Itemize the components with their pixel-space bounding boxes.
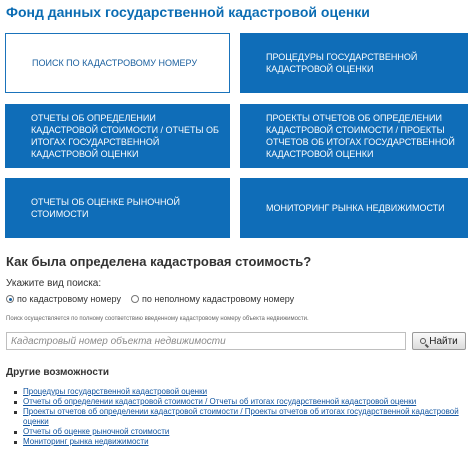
tile-market-valuation-reports[interactable] (5, 178, 230, 238)
page-title: Фонд данных государственной кадастровой оценки (6, 4, 370, 20)
radio-partial-number[interactable] (131, 294, 294, 304)
tile-valuation-procedures[interactable] (240, 33, 468, 93)
tile-label: ПРОЦЕДУРЫ ГОСУДАРСТВЕННОЙ КАДАСТРОВОЙ ОЦЕНКИ (266, 52, 418, 74)
find-button-label: Найти (429, 335, 458, 347)
find-button[interactable] (412, 332, 466, 350)
tile-label: ОТЧЕТЫ ОБ ОЦЕНКЕ РЫНОЧНОЙ СТОИМОСТИ (31, 197, 181, 219)
tile-label: ПОИСК ПО КАДАСТРОВОМУ НОМЕРУ (32, 58, 198, 68)
search-icon (420, 338, 426, 344)
list-item (14, 397, 474, 407)
search-type-radio-group (6, 294, 294, 304)
link-valuation-reports[interactable]: Отчеты об определении кадастровой стоимости / Отчеты об итогах государственной кадастровой оценки (23, 397, 417, 406)
link-real-estate-monitoring[interactable]: Мониторинг рынка недвижимости (23, 437, 149, 446)
tile-draft-reports[interactable] (240, 104, 468, 168)
list-item (14, 407, 474, 427)
radio-label: по неполному кадастровому номеру (141, 294, 295, 304)
link-draft-reports[interactable]: Проекты отчетов об определении кадастровой стоимости / Проекты отчетов об итогах государственной кадастровой оценки (23, 407, 459, 426)
radio-selected-icon[interactable] (6, 295, 14, 303)
search-note: Поиск осуществляется по полному соответствию введенному кадастровому номеру объекта недвижимости. (6, 316, 309, 322)
radio-full-number[interactable] (6, 294, 121, 304)
tile-label: ОТЧЕТЫ ОБ ОПРЕДЕЛЕНИИ КАДАСТРОВОЙ СТОИМОСТИ / ОТЧЕТЫ ОБ ИТОГАХ ГОСУДАРСТВЕННОЙ КАДАСТРОВОЙ ОЦЕНКИ (31, 113, 219, 159)
search-question-heading: Как была определена кадастровая стоимость? (6, 254, 312, 269)
other-options-heading: Другие возможности (6, 367, 109, 378)
link-valuation-procedures[interactable]: Процедуры государственной кадастровой оценки (23, 387, 208, 396)
search-type-label: Укажите вид поиска: (6, 278, 102, 289)
other-options-list (14, 387, 474, 447)
tile-real-estate-monitoring[interactable] (240, 178, 468, 238)
tile-valuation-reports[interactable] (5, 104, 230, 168)
tile-search-by-cadastral-number[interactable] (5, 33, 230, 93)
tile-label: МОНИТОРИНГ РЫНКА НЕДВИЖИМОСТИ (266, 203, 445, 213)
cadastral-number-input[interactable] (6, 332, 406, 350)
list-item (14, 387, 474, 397)
list-item (14, 437, 474, 447)
radio-label: по кадастровому номеру (17, 294, 121, 304)
radio-unselected-icon[interactable] (131, 295, 139, 303)
link-market-valuation-reports[interactable]: Отчеты об оценке рыночной стоимости (23, 427, 170, 436)
list-item (14, 427, 474, 437)
tile-label: ПРОЕКТЫ ОТЧЕТОВ ОБ ОПРЕДЕЛЕНИИ КАДАСТРОВОЙ СТОИМОСТИ / ПРОЕКТЫ ОТЧЕТОВ ОБ ИТОГАХ ГОСУДАРСТВЕННОЙ КАДАСТРОВОЙ ОЦЕНКИ (266, 113, 455, 159)
